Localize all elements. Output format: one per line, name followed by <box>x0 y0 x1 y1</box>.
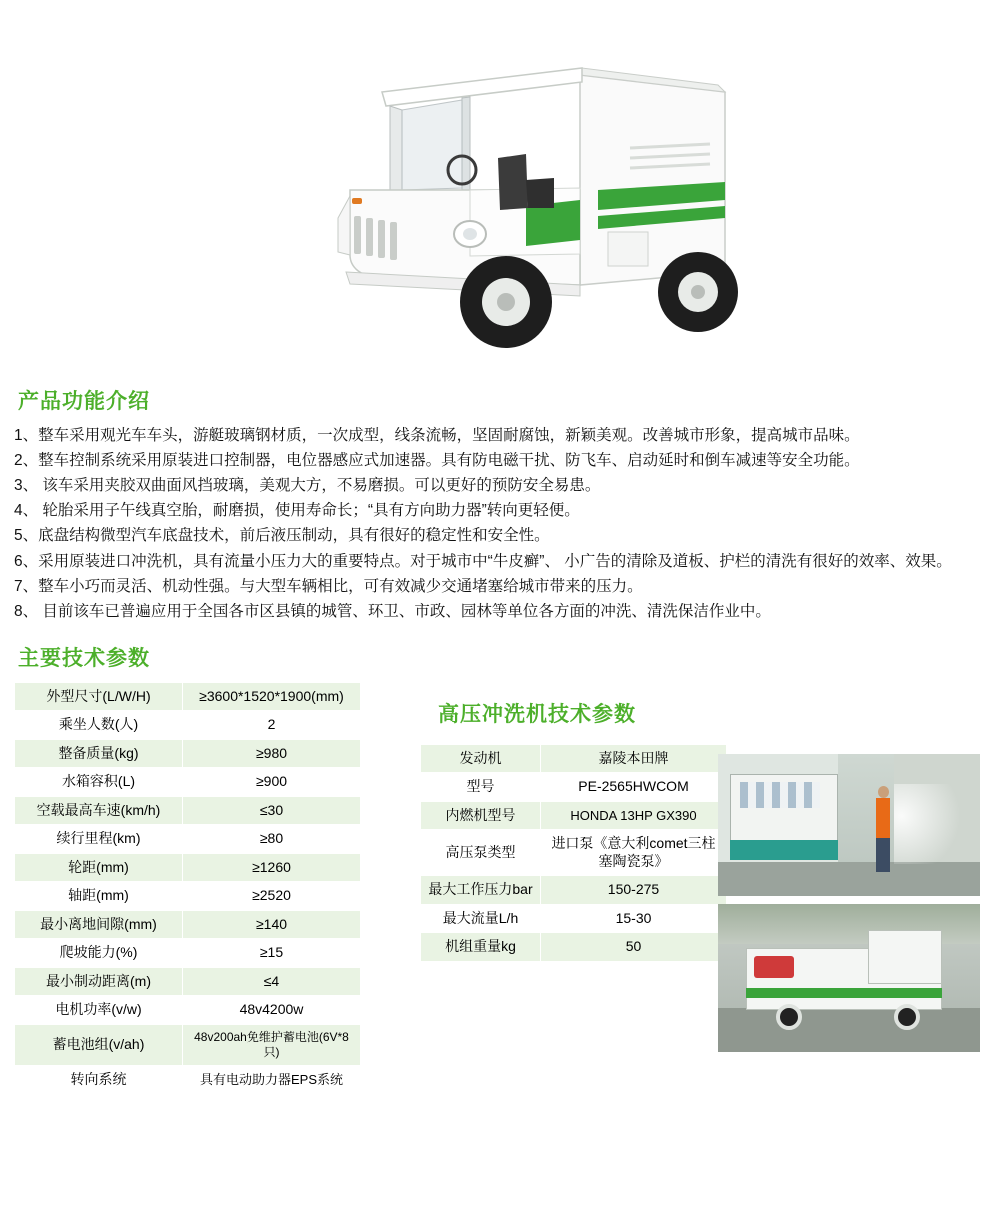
spec-key: 最小离地间隙(mm) <box>15 910 183 939</box>
spec-value: ≤4 <box>183 967 361 996</box>
spec-value: ≥980 <box>183 739 361 768</box>
table-row <box>421 876 727 905</box>
table-row <box>15 853 361 882</box>
spec-value: HONDA 13HP GX390 <box>541 801 727 830</box>
feature-item: 8、 目前该车已普遍应用于全国各市区县镇的城管、环卫、市政、园林等单位各方面的冲洗、清洗保洁作业中。 <box>14 602 771 620</box>
spec-key: 轮距(mm) <box>15 853 183 882</box>
feature-item: 3、 该车采用夹胶双曲面风挡玻璃，美观大方，不易磨损。可以更好的预防安全易患。 <box>14 477 601 495</box>
spec-value: 具有电动助力器EPS系统 <box>183 1065 361 1094</box>
table-row <box>421 904 727 933</box>
spec-value: ≥900 <box>183 768 361 797</box>
table-row <box>15 739 361 768</box>
spec-key: 水箱容积(L) <box>15 768 183 797</box>
spec-key: 续行里程(km) <box>15 825 183 854</box>
spec-value: PE-2565HWCOM <box>541 773 727 802</box>
table-row <box>15 825 361 854</box>
spec-key: 外型尺寸(L/W/H) <box>15 682 183 711</box>
table-row <box>15 768 361 797</box>
feature-item: 1、整车采用观光车车头，游艇玻璃钢材质，一次成型，线条流畅，坚固耐腐蚀，新颖美观。改善城市形象，提高城市品味。 <box>14 427 860 444</box>
spec-key: 蓄电池组(v/ah) <box>15 1024 183 1065</box>
spec-value: 48v200ah免维护蓄电池(6V*8只) <box>183 1024 361 1065</box>
table-row <box>15 711 361 740</box>
table-row <box>421 830 727 876</box>
table-row <box>15 910 361 939</box>
spec-key: 机组重量kg <box>421 933 541 962</box>
spec-value: ≥140 <box>183 910 361 939</box>
features-list <box>14 423 977 624</box>
main-spec-title: 主要技术参数 <box>18 646 150 670</box>
spec-value: 进口泵《意大利comet三柱塞陶瓷泵》 <box>541 830 727 876</box>
feature-item: 4、 轮胎采用子午线真空胎，耐磨损，使用寿命长；“具有方向助力器”转向更轻便。 <box>14 502 580 520</box>
table-row <box>15 682 361 711</box>
table-row <box>15 996 361 1025</box>
pump-spec-title: 高压冲洗机技术参数 <box>438 702 636 726</box>
feature-item: 6、采用原装进口冲洗机，具有流量小压力大的重要特点。对于城市中“牛皮癣”、 小广告的清除及道板、护栏的清洗有很好的效率、效果。 <box>14 552 952 570</box>
spec-value: 50 <box>541 933 727 962</box>
spec-key: 最小制动距离(m) <box>15 967 183 996</box>
vehicle-illustration <box>330 40 760 360</box>
spec-value: ≥1260 <box>183 853 361 882</box>
spec-key: 爬坡能力(%) <box>15 939 183 968</box>
spec-key: 型号 <box>421 773 541 802</box>
table-row <box>15 796 361 825</box>
feature-item: 5、底盘结构微型汽车底盘技术，前后液压制动，具有很好的稳定性和安全性。 <box>14 527 550 545</box>
spec-key: 整备质量(kg) <box>15 739 183 768</box>
spec-key: 内燃机型号 <box>421 801 541 830</box>
spec-key: 最大流量L/h <box>421 904 541 933</box>
spec-key: 乘坐人数(人) <box>15 711 183 740</box>
spec-value: 150-275 <box>541 876 727 905</box>
spec-key: 轴距(mm) <box>15 882 183 911</box>
table-row <box>421 773 727 802</box>
table-row <box>421 933 727 962</box>
table-row <box>15 939 361 968</box>
spec-key: 发动机 <box>421 744 541 773</box>
spec-value: 2 <box>183 711 361 740</box>
hero-image <box>0 0 993 385</box>
spec-value: ≥2520 <box>183 882 361 911</box>
spec-key: 最大工作压力bar <box>421 876 541 905</box>
feature-item: 7、整车小巧而灵活、机动性强。与大型车辆相比，可有效减少交通堵塞给城市带来的压力。 <box>14 577 643 595</box>
spec-value: ≥80 <box>183 825 361 854</box>
table-row <box>15 1024 361 1065</box>
pump-spec-table <box>420 744 727 962</box>
features-title: 产品功能介绍 <box>18 390 150 413</box>
table-row <box>15 967 361 996</box>
photo-worker-washing-wall <box>718 754 980 896</box>
feature-item: 2、整车控制系统采用原装进口控制器，电位器感应式加速器。具有防电磁干扰、防飞车、启动延时和倒车减速等安全功能。 <box>14 452 860 470</box>
spec-value: 48v4200w <box>183 996 361 1025</box>
spec-key: 电机功率(v/w) <box>15 996 183 1025</box>
spec-value: 嘉陵本田牌 <box>541 744 727 773</box>
photo-vehicle-on-road <box>718 904 980 1052</box>
spec-key: 高压泵类型 <box>421 830 541 876</box>
spec-value: ≥3600*1520*1900(mm) <box>183 682 361 711</box>
table-row <box>15 882 361 911</box>
table-row <box>15 1065 361 1094</box>
product-hero-photo <box>330 40 760 360</box>
spec-key: 转向系统 <box>15 1065 183 1094</box>
spec-key: 空载最高车速(km/h) <box>15 796 183 825</box>
spec-value: ≥15 <box>183 939 361 968</box>
main-spec-table <box>14 682 361 1095</box>
table-row <box>421 801 727 830</box>
spec-value: ≤30 <box>183 796 361 825</box>
table-row <box>421 744 727 773</box>
spec-value: 15-30 <box>541 904 727 933</box>
